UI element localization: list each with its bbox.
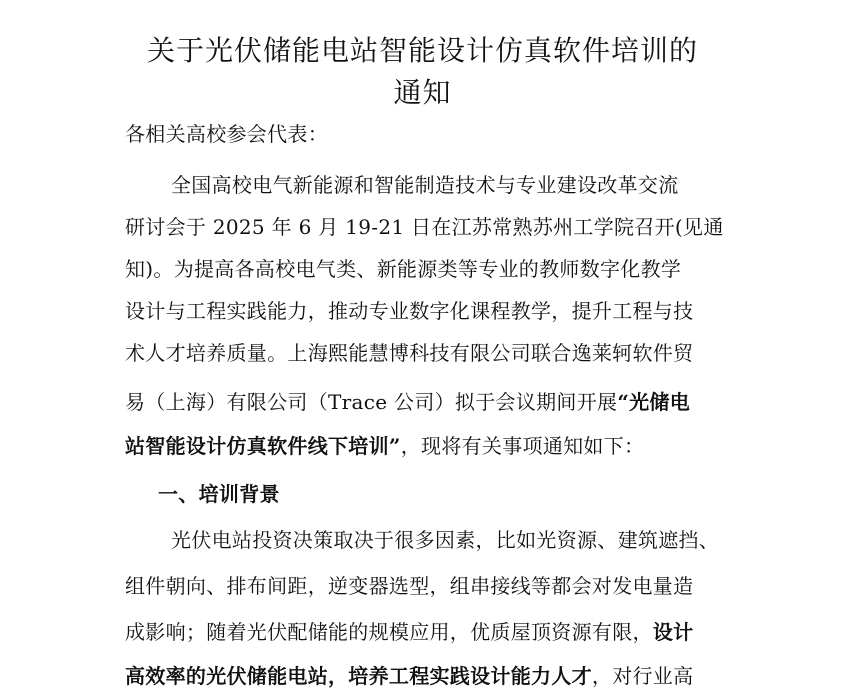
document-title-line-1: 关于光伏储能电站智能设计仿真软件培训的 [146, 34, 698, 67]
design-highlight-start: 设计 [652, 620, 694, 644]
paragraph-2-line-4-text: ，对行业高 [591, 664, 694, 688]
paragraph-2-line-1: 光伏电站投资决策取决于很多因素，比如光资源、建筑遮挡、 [171, 528, 720, 552]
salutation: 各相关高校参会代表： [125, 122, 328, 146]
paragraph-2-line-4 [125, 661, 693, 691]
paragraph-1-line-7-text: ，现将有关事项通知如下： [400, 434, 645, 458]
paragraph-2-line-2: 组件朝向、排布间距，逆变器选型，组串接线等都会对发电量造 [125, 574, 694, 598]
paragraph-1-line-6 [125, 387, 690, 417]
design-highlight-end: 高效率的光伏储能电站，培养工程实践设计能力人才 [125, 664, 592, 688]
paragraph-1-line-1: 全国高校电气新能源和智能制造技术与专业建设改革交流 [171, 173, 679, 197]
paragraph-2-line-3-text: 成影响；随着光伏配储能的规模应用，优质屋顶资源有限， [125, 620, 653, 644]
training-name-highlight-end: 站智能设计仿真软件线下培训” [125, 434, 401, 458]
paragraph-1-line-7 [125, 431, 644, 461]
paragraph-2-line-3 [125, 617, 693, 647]
paragraph-1-line-2: 研讨会于 2025 年 6 月 19-21 日在江苏常熟苏州工学院召开(见通 [125, 215, 724, 239]
section-1-heading: 一、培训背景 [158, 482, 280, 506]
paragraph-1-line-6-text: 易（上海）有限公司（Trace 公司）拟于会议期间开展 [125, 390, 618, 414]
paragraph-1-line-5: 术人才培养质量。上海熙能慧博科技有限公司联合逸莱轲软件贸 [125, 341, 694, 365]
paragraph-1-line-3: 知)。为提高各高校电气类、新能源类等专业的教师数字化教学 [125, 257, 682, 281]
paragraph-1-line-4: 设计与工程实践能力，推动专业数字化课程教学，提升工程与技 [125, 299, 694, 323]
training-name-highlight-start: “光储电 [617, 390, 691, 414]
document-title-line-2: 通知 [393, 76, 452, 109]
